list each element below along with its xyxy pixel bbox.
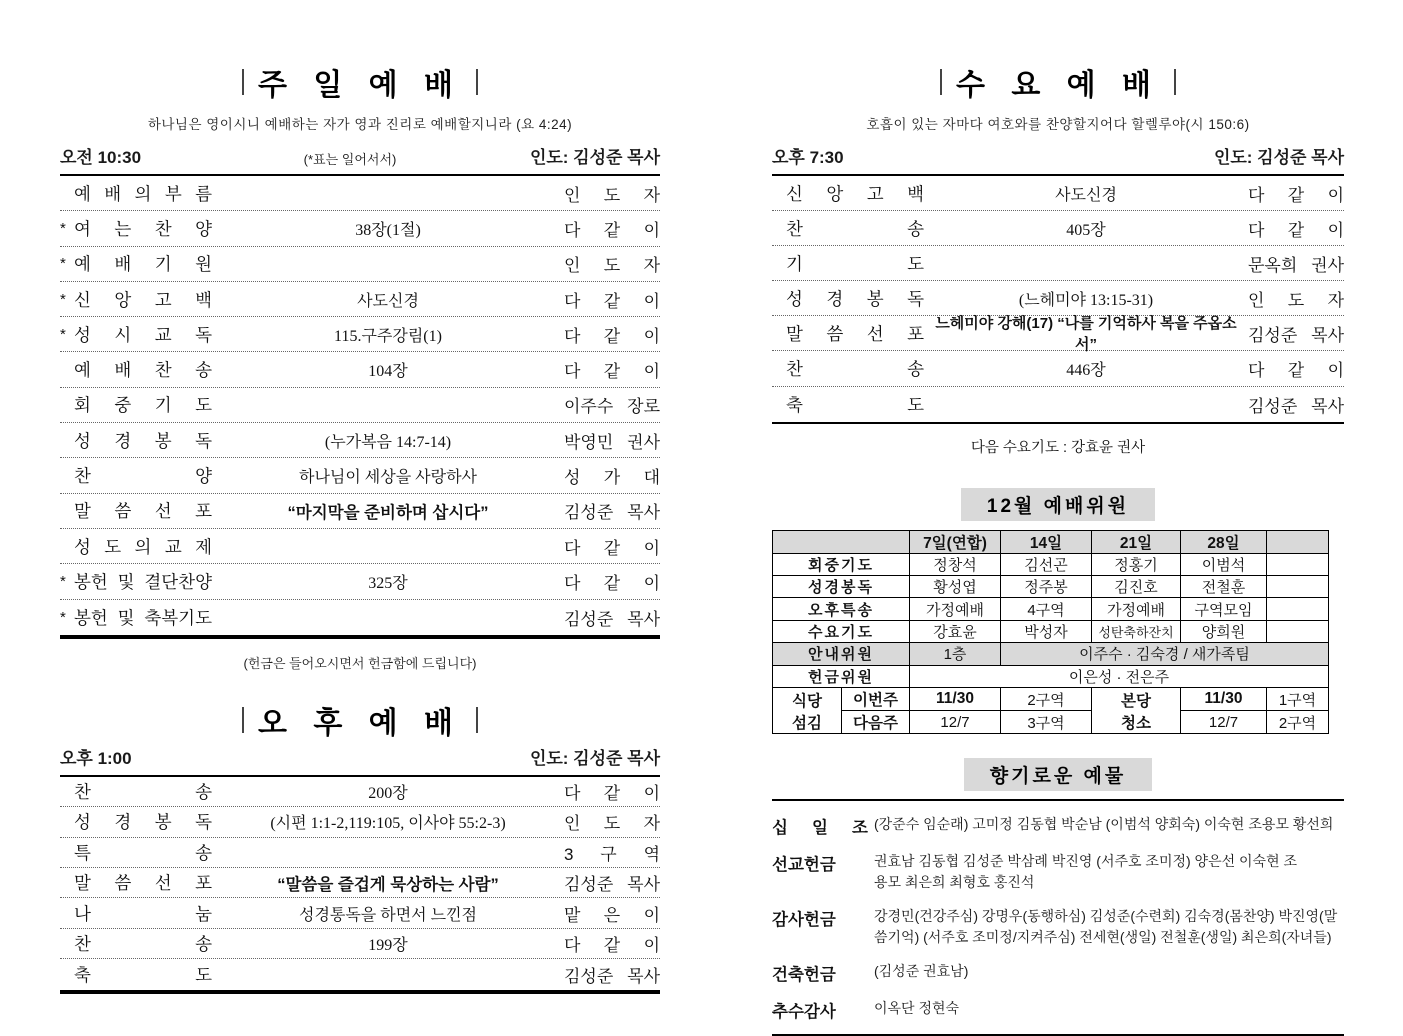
offering-item	[772, 961, 1344, 985]
order-item-who: 다 같 이	[1248, 185, 1344, 205]
order-item-label: 예 배 찬 송	[74, 360, 212, 381]
order-item-label: 특 송	[74, 842, 212, 863]
order-item-who: 인 도 자	[564, 256, 660, 276]
order-item-content: 104장	[368, 363, 408, 381]
order-row	[60, 388, 660, 423]
next-wednesday-prayer: 다음 수요기도 : 강효윤 권사	[970, 439, 1146, 456]
dining-label-top: 식당	[792, 692, 822, 710]
order-item-who: 박영민 권사	[564, 432, 660, 452]
order-item-content: (시편 1:1-2,119:105, 이사야 55:2-3)	[270, 815, 506, 833]
committee-row	[773, 576, 1329, 598]
title-bar-line	[242, 707, 244, 733]
dining-cell: 1구역	[1267, 688, 1329, 711]
offering-names: (강준수 임순래) 고미정 김동협 박순남 (이범석 양회숙) 이숙현 조용모 황선희	[874, 816, 1334, 832]
offering-type-label: 건축헌금	[772, 966, 836, 984]
order-item-label: 찬 송	[786, 359, 924, 380]
sunday-order-table	[60, 176, 660, 639]
committee-cell: 김선곤	[1001, 553, 1092, 575]
order-item-who: 다 같 이	[564, 220, 660, 240]
committee-cell: 정홍기	[1092, 553, 1181, 575]
dining-row-next-week	[773, 711, 1329, 734]
order-item-who: 문옥희 권사	[1248, 255, 1344, 275]
section-title-text: 오 후 예 배	[258, 706, 462, 740]
order-item-who: 인 도 자	[564, 814, 660, 834]
offering-names: (김성준 권효남)	[874, 963, 969, 979]
header-cell-date: 21일	[1092, 530, 1181, 553]
sermon-title: “말씀을 즐겁게 묵상하는 사람”	[277, 875, 499, 894]
order-item-label: 성 도 의 교 제	[74, 536, 212, 557]
wednesday-order-table	[772, 176, 1344, 424]
right-page	[772, 0, 1344, 1036]
order-item-who: 다 같 이	[564, 573, 660, 593]
order-item-content: 115.구주강림(1)	[334, 327, 442, 345]
order-item-content: 사도신경	[357, 292, 419, 310]
offering-committee-row	[773, 665, 1329, 687]
service-time: 오후 7:30	[772, 148, 844, 167]
order-item-label: 신 앙 고 백	[74, 289, 212, 310]
sunday-info-row	[60, 143, 660, 176]
order-row	[60, 176, 660, 211]
order-item-content: 하나님이 세상을 사랑하사	[298, 469, 478, 487]
order-row	[60, 898, 660, 928]
order-item-who: 성 가 대	[564, 468, 660, 488]
committee-cell: 정주봉	[1001, 576, 1092, 598]
order-item-who: 김성준 목사	[564, 503, 660, 523]
order-item-who: 김성준 목사	[564, 609, 660, 629]
order-item-label: 성 경 봉 독	[786, 288, 924, 309]
order-item-label: 찬 송	[74, 782, 212, 803]
section-title-text: 주 일 예 배	[258, 69, 462, 102]
offering-item	[772, 906, 1344, 948]
offering-item	[772, 998, 1344, 1022]
order-item-label: 나 눔	[74, 903, 212, 924]
committee-cell: 성탄축하잔치	[1092, 620, 1181, 642]
offerings-title-text: 향기로운 예물	[964, 758, 1152, 791]
offering-names: 권효남 김동협 김성준 박삼례 박진영 (서주호 조미정) 양은선 이숙현 조용모 최은희 최형호 홍진석	[874, 853, 1298, 890]
committee-cell: 김진호	[1092, 576, 1181, 598]
header-cell-date: 7일(연합)	[910, 530, 1001, 553]
order-item-content: 446장	[1066, 362, 1106, 380]
wednesday-verse: 호흡이 있는 자마다 여호와를 찬양할지어다 할렐루야(시 150:6)	[866, 117, 1250, 132]
sermon-title: “마지막을 준비하며 삽시다”	[287, 503, 489, 522]
committee-row	[773, 553, 1329, 575]
order-item-who: 다 같 이	[564, 326, 660, 346]
committee-table	[772, 530, 1329, 734]
order-item-label: 말 씀 선 포	[74, 501, 212, 522]
order-item-label: 찬 양	[74, 466, 212, 487]
service-leader: 인도: 김성준 목사	[1213, 148, 1344, 167]
committee-row	[773, 598, 1329, 620]
cleaning-bottom: 청소	[1121, 714, 1151, 732]
wednesday-service-title	[772, 60, 1344, 104]
offering-type-label: 감사헌금	[772, 911, 836, 929]
order-row	[772, 281, 1344, 316]
committee-header-row	[773, 530, 1329, 553]
committee-row-label: 성경봉독	[773, 576, 910, 598]
committee-cell	[1267, 598, 1329, 620]
order-item-label: 봉헌 및 결단찬양	[74, 571, 212, 592]
dining-cell: 11/30	[1181, 688, 1267, 711]
order-item-content: 성경통독을 하면서 느낀점	[298, 906, 478, 924]
offerings-top-rule	[772, 799, 1344, 801]
order-item-who: 다 같 이	[1248, 361, 1344, 381]
title-bar-line	[476, 69, 478, 95]
order-item-who: 맡 은 이	[564, 905, 660, 925]
order-row	[60, 929, 660, 959]
order-item-who: 3 구 역	[564, 844, 660, 864]
order-row	[60, 494, 660, 529]
offerings-list	[772, 814, 1344, 1036]
cleaning-top: 본당	[1121, 692, 1151, 710]
order-row	[60, 211, 660, 246]
offering-item	[772, 814, 1344, 838]
order-item-label: 기 도	[786, 253, 924, 274]
section-title-text: 수 요 예 배	[956, 69, 1160, 102]
order-row	[60, 282, 660, 317]
order-item-who: 다 같 이	[564, 936, 660, 955]
service-leader: 인도: 김성준 목사	[529, 148, 660, 167]
order-item-label: 말 씀 선 포	[74, 873, 212, 894]
stand-marker: *	[60, 255, 66, 273]
order-item-label: 말 씀 선 포	[786, 323, 924, 344]
afternoon-order-table	[60, 777, 660, 994]
order-item-content: 199장	[368, 937, 408, 954]
stand-marker: *	[60, 325, 66, 343]
order-row	[772, 315, 1344, 354]
sunday-service-title	[60, 60, 660, 104]
dining-cell: 2구역	[1001, 688, 1092, 711]
committee-cell: 전철훈	[1181, 576, 1267, 598]
afternoon-info-row	[60, 744, 660, 777]
usher-names-cell: 이주수 · 김숙경 / 새가족팀	[1001, 643, 1329, 665]
order-item-who: 다 같 이	[1248, 220, 1344, 240]
order-item-label: 축 도	[74, 964, 212, 985]
title-bar-line	[1174, 69, 1176, 95]
header-cell	[773, 530, 910, 553]
order-item-who: 다 같 이	[564, 362, 660, 382]
order-item-content: 325장	[368, 574, 408, 592]
order-row	[772, 246, 1344, 281]
order-row	[60, 959, 660, 989]
offering-names: 강경민(건강주심) 강명우(동행하심) 김성준(수련회) 김숙경(몸찬양) 박진영(말씀기억) (서주호 조미정/지켜주심) 전세현(생일) 전철훈(생일) 최은희(자녀들)	[874, 908, 1338, 945]
order-item-label: 성 경 봉 독	[74, 812, 212, 833]
committee-section-title	[772, 488, 1344, 521]
service-time: 오전 10:30	[60, 148, 142, 167]
order-row	[60, 807, 660, 837]
left-page	[60, 0, 660, 994]
order-item-who: 인 도 자	[1248, 290, 1344, 310]
order-item-who: 김성준 목사	[564, 875, 660, 895]
usher-row	[773, 643, 1329, 665]
order-item-label: 찬 송	[74, 934, 212, 954]
committee-cell: 가정예배	[910, 598, 1001, 620]
order-row	[60, 458, 660, 493]
header-cell	[1267, 530, 1329, 553]
usher-floor-cell: 1층	[910, 643, 1001, 665]
order-row	[772, 176, 1344, 211]
committee-title-text: 12월 예배위원	[961, 488, 1155, 521]
cleaning-cell	[1092, 688, 1181, 734]
order-item-label: 여 는 찬 양	[74, 218, 212, 239]
committee-cell: 구역모임	[1181, 598, 1267, 620]
header-cell-date: 28일	[1181, 530, 1267, 553]
order-item-who: 다 같 이	[564, 538, 660, 558]
offering-names-cell: 이은성 · 전은주	[910, 665, 1329, 687]
wednesday-info-row	[772, 143, 1344, 176]
standing-note: (*표는 일어서서)	[303, 152, 397, 167]
offering-type-label: 십 일 조	[772, 819, 868, 837]
order-item-who: 다 같 이	[564, 291, 660, 311]
week-label-cell: 이번주	[842, 688, 910, 711]
afternoon-service-title	[60, 698, 660, 742]
committee-cell	[1267, 576, 1329, 598]
header-cell-date: 14일	[1001, 530, 1092, 553]
committee-cell: 강효윤	[910, 620, 1001, 642]
dining-cell: 11/30	[910, 688, 1001, 711]
order-item-label: 봉헌 및 축복기도	[74, 607, 212, 628]
order-row	[772, 387, 1344, 422]
order-item-label: 축 도	[786, 394, 924, 415]
order-item-who: 김성준 목사	[1248, 325, 1344, 345]
committee-row-label: 안내위원	[773, 643, 910, 665]
order-item-label: 성 경 봉 독	[74, 430, 212, 451]
order-row	[60, 247, 660, 282]
order-item-content: (누가복음 14:7-14)	[324, 433, 452, 451]
offering-type-label: 추수감사	[772, 1003, 836, 1021]
order-row	[60, 423, 660, 458]
offerings-section-title	[772, 758, 1344, 791]
committee-cell: 양희원	[1181, 620, 1267, 642]
committee-cell: 정창석	[910, 553, 1001, 575]
order-row	[60, 352, 660, 387]
order-item-who: 이주수 장로	[564, 397, 660, 417]
order-item-label: 예 배 의 부 름	[74, 183, 212, 204]
stand-marker: *	[60, 572, 66, 590]
order-row	[60, 868, 660, 898]
title-bar-line	[940, 69, 942, 95]
stand-marker: *	[60, 290, 66, 308]
committee-cell: 4구역	[1001, 598, 1092, 620]
dining-row-this-week	[773, 688, 1329, 711]
committee-cell	[1267, 620, 1329, 642]
dining-label-cell	[773, 688, 842, 734]
service-time: 오후 1:00	[60, 748, 132, 768]
dining-cell: 3구역	[1001, 711, 1092, 734]
order-row	[60, 777, 660, 807]
order-row	[772, 211, 1344, 246]
committee-cell: 이범석	[1181, 553, 1267, 575]
order-item-who: 다 같 이	[564, 784, 660, 804]
order-row	[60, 564, 660, 599]
order-item-label: 찬 송	[786, 218, 924, 239]
week-label-cell: 다음주	[842, 711, 910, 734]
order-item-content: 사도신경	[1055, 186, 1117, 204]
dining-cell: 12/7	[910, 711, 1001, 734]
dining-cell: 12/7	[1181, 711, 1267, 734]
committee-row-label: 헌금위원	[773, 665, 910, 687]
order-item-label: 회 중 기 도	[74, 395, 212, 416]
order-item-content: 38장(1절)	[355, 221, 421, 239]
order-item-content: 200장	[368, 785, 408, 803]
title-bar-line	[242, 69, 244, 95]
dining-cell: 2구역	[1267, 711, 1329, 734]
service-leader: 인도: 김성준 목사	[529, 748, 660, 768]
order-item-label: 성 시 교 독	[74, 324, 212, 345]
offering-type-label: 선교헌금	[772, 856, 836, 874]
order-item-content: (느헤미야 13:15-31)	[1018, 291, 1154, 309]
committee-cell: 가정예배	[1092, 598, 1181, 620]
stand-marker: *	[60, 219, 66, 237]
sermon-title: 느헤미야 강해(17) “나를 기억하사 복을 주옵소서”	[935, 315, 1237, 354]
order-item-who: 김성준 목사	[1248, 396, 1344, 416]
offering-names: 이옥단 정현숙	[874, 1000, 960, 1016]
committee-row	[773, 620, 1329, 642]
committee-cell: 박성자	[1001, 620, 1092, 642]
sunday-verse: 하나님은 영이시니 예배하는 자가 영과 진리로 예배할지니라 (요 4:24)	[147, 117, 573, 132]
order-item-who: 김성준 목사	[564, 966, 660, 986]
committee-row-label: 오후특송	[773, 598, 910, 620]
order-item-who: 인 도 자	[564, 185, 660, 205]
order-item-label: 신 앙 고 백	[786, 183, 924, 204]
order-row	[60, 838, 660, 868]
dining-label-bottom: 섬김	[792, 714, 822, 732]
offering-item	[772, 851, 1344, 893]
title-bar-line	[476, 707, 478, 733]
order-row	[60, 317, 660, 352]
committee-row-label: 수요기도	[773, 620, 910, 642]
offering-footnote: (헌금은 들어오시면서 헌금함에 드립니다)	[243, 655, 477, 671]
committee-cell	[1267, 553, 1329, 575]
stand-marker: *	[60, 608, 66, 626]
order-row	[60, 600, 660, 635]
committee-row-label: 회중기도	[773, 553, 910, 575]
order-row	[772, 351, 1344, 386]
committee-cell: 황성엽	[910, 576, 1001, 598]
order-item-content: 405장	[1066, 221, 1106, 239]
order-row	[60, 529, 660, 564]
order-item-label: 예 배 기 원	[74, 254, 212, 275]
